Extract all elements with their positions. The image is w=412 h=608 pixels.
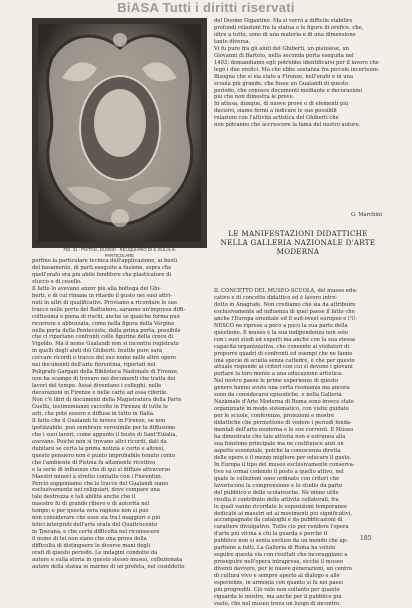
text-line: avevano. Poiché non si trovano altri ricordi, dati da — [32, 438, 167, 445]
text-line: maestro fu di grande rilievo e di autorità nel — [32, 501, 150, 508]
text-line: vasto, che nel museo trova un luogo di incontro. — [214, 600, 341, 607]
text-line: favoriscono la comprensione e lo studio da parte — [214, 482, 343, 489]
text-line: Giovanni di Bartolo, nella seconda porta eseguita nel — [214, 52, 354, 59]
text-line: esclusivamente nei reliquiari, dove compare una — [32, 487, 160, 494]
text-line: quale le collezioni sono ordinate con criteri che — [214, 475, 340, 482]
text-line: proseguire nell'opera intrapresa, sicché il museo — [214, 559, 343, 566]
text-line: proporre quadri di confronti ed esempi che ne fanno — [214, 350, 353, 357]
text-line: in Toscana, e che certe difficoltà nel riconoscere — [32, 529, 160, 536]
text-line: tempo; e per questa vera ragione non si può — [32, 508, 149, 515]
text-line: questo pensiero non è punto improbabile tenuto conto — [32, 452, 176, 459]
text-line: e la serie di influenze che di qui si diffuse attraverso — [32, 466, 171, 473]
author-signature: G. Marchini — [350, 212, 382, 218]
text-line: orafi di questo periodo. Le indagini condotte da — [32, 550, 158, 557]
text-line: autore della statua in marmo di un profeta, nel cosiddetto — [32, 563, 185, 570]
text-line: Vi fu pure fra gli aiuti del Ghiberti, un pistoiese, un — [214, 45, 350, 52]
text-line: ricorrere e abbozzata, come nella figura della Vergine — [32, 320, 175, 327]
text-line: di cultura vivo e sempre aperto al dialogo e alle — [214, 573, 340, 580]
reliquary-photo — [32, 18, 207, 248]
text-line: per le scuole, conferenze, proiezioni e mostre — [214, 413, 335, 420]
text-line: del Duomo Gigantino. Ma si verrà a difficile stabilire — [214, 18, 353, 24]
text-line: In Europa il tipo del museo esclusivamente conserva- — [214, 461, 355, 468]
text-line: che i suoi lavori, come appunto il busto di Sant'Eulalia, — [32, 431, 178, 438]
text-line: portare la loro mente a una educazione artistica. — [214, 371, 343, 378]
text-line: anche l'Europa orientale ed il sud-ovest europeo e l'U- — [214, 315, 358, 322]
text-line: Maestri minori a stretto contatto con i Fiorentini. — [32, 473, 163, 480]
text-line: coltissima e piena di rischi, anche se qualche forma può — [32, 313, 180, 320]
text-line: del basamento, di parti eseguite a fusione, sopra che — [32, 264, 172, 271]
text-line: esperienze, in armonia con quanto si fa nei paesi — [214, 580, 343, 587]
text-line: esclusivamente ad influenza di quel paese il fatto che — [214, 308, 355, 315]
text-line: dotto in Anagrafe. Non crediamo che sia da attribuire — [214, 301, 356, 308]
text-line: Poligrafo Gargani della Biblioteca Nazionale di Firenze, — [32, 369, 179, 376]
watermark: BiASA Tutti i diritti riservati — [117, 0, 295, 15]
text-line: organizzate in modo sistematico, con visite guidate — [214, 406, 350, 413]
text-line: attuale risponde ai criteri con cui si devono i giovani — [214, 364, 353, 371]
text-line: questione. Il museo è la sua indipendenza non solo — [214, 329, 348, 336]
text-line: diventi davvero, per le nuove generazioni, un centro — [214, 566, 352, 573]
text-line: non ha scampo di trovare nei documenti che tratta dei — [32, 376, 176, 383]
text-line: oltre a tutto, sono di una materia e di una dimensione — [214, 31, 356, 38]
text-line: aspetto essenziale, poiché la conoscenza diretta — [214, 447, 341, 454]
text-line: in quelli degli aiuti del Ghiberti. Inutile pure sarà — [32, 348, 162, 355]
text-line: quell'orafo era più abile fonditore che plasticatore di — [32, 271, 172, 278]
text-line: nuti in altri di qualificativi. Proviamo a ricordare le sue — [32, 299, 178, 306]
text-line: Vigoldo. Ma il nome Gualandi non si incontra registrato — [32, 341, 179, 348]
text-line: risulta il contributo delle attività collaterali, fra — [214, 496, 339, 503]
text-line: felici interpreti dell'arte orafa del Quattrocento — [32, 522, 157, 529]
text-line: del pubblico e delle scolaresche. Nè meno utile — [214, 489, 339, 496]
figure-caption — [32, 247, 207, 258]
text-line: 1403; domandiamo egli potrebbe identificarsi per il lavoro che — [214, 59, 379, 66]
text-line: lavori del tempo. Assai diventano i colleghi, nelle — [32, 383, 162, 390]
text-line: una specie di scuola senza cattedre, e che per questo — [214, 357, 355, 364]
right-bottom-column-text — [214, 288, 382, 608]
text-line: più progrediti. Ciò vale non soltanto per quanto — [214, 586, 340, 593]
text-line: capacità organizzativa, che consente ai visitatori di — [214, 343, 350, 350]
figure-caption-line-2: PARTICOLARE — [104, 252, 135, 258]
text-line: IL CONCETTO DEL MUSEO-SCUOLA, del museo edu- — [214, 288, 358, 294]
text-line: difficoltà di distinguere le diverse mani degli — [32, 543, 151, 550]
text-line: periodo, che conosce documenti mediante e decorazioni — [214, 87, 362, 94]
text-line: Il fatto lo avevano anzor più alla bottega del Ghi- — [32, 285, 161, 292]
text-line: autore e sulla storia in questo stesso museo, collezionata — [32, 556, 183, 563]
text-line: Perciò supponiamo che le tracce del Gualandi siano — [32, 480, 169, 487]
left-column-text — [32, 258, 207, 571]
text-line: dedicate ai maestri ed ai movimenti più significativi, — [214, 510, 353, 517]
text-line: tanto diversa. — [214, 38, 251, 45]
text-line: Bisogna che si sia stato a Firenze, nell'orafo e in una — [214, 73, 354, 80]
text-line: Il fatto che il Gualandi fu invece in Firenze, se non — [32, 417, 166, 424]
text-line: berti, e di cui rimane in ritardo il gusto nei suoi attri- — [32, 292, 173, 299]
text-line: profondi relazioni fra la statua e le figure di orefice, che, — [214, 24, 364, 31]
text-line: perfino la particolare tecnica dell'applicazione, ai busti — [32, 258, 178, 264]
text-line: decisivi, siamo fermi a indicare le sue possibili — [214, 108, 337, 115]
text-line: Guelfa, testimonianze raccolte in Firenze di tutte le — [32, 404, 168, 411]
headline-line-1: LE MANIFESTAZIONI DIDATTICHE — [228, 229, 368, 238]
text-line: sono da considerarsi episodiche, e nella Galleria — [214, 392, 342, 399]
text-line: sua funzione principale ma ne costituisce anzi un — [214, 440, 344, 447]
text-line: Nel nostro paese le prime esperienze di questo — [214, 378, 339, 385]
page-number: 185 — [360, 535, 372, 542]
text-line: che l'ambiente di Pistoia fu altamente ricettivo — [32, 459, 156, 466]
text-line: tracce nelle porte del Battistero, saranno un'impresa diffi- — [32, 306, 186, 313]
text-line: partiene a tutti. La Galleria di Roma ha voluto — [214, 545, 336, 552]
text-line: mentali dell'arte moderna e le sue correnti. Il Museo — [214, 427, 354, 434]
text-line: decorazioni in Firenze e nelle carte ad essa riferite. — [32, 390, 169, 397]
text-line: dubitare se certa la prima notizia e certo è altresì, — [32, 445, 165, 452]
text-line: seguire questa via con risultati che incoraggiano a — [214, 552, 348, 559]
headline-line-2: NELLA GALLERIA NAZIONALE D'ARTE — [220, 238, 376, 247]
figure-caption-line-1: FIG. 31 - PISTOIA, DUOMO - RELIQUIARIO DI S. EULALIA — [63, 247, 176, 252]
text-line: accompagnate da cataloghi e da pubblicazioni di — [214, 517, 343, 524]
right-top-column-text — [214, 18, 382, 129]
text-line: carattere divulgativo. Tutto ciò per rendere l'opera — [214, 524, 349, 531]
text-line: arti, che poté essere e diffusa in tutto in Italia. — [32, 410, 155, 417]
text-line: cercare ricordi o tracce del suo nome nelle altre opere — [32, 355, 177, 362]
text-line: cativo e di concetto didattico ed è lavoro intro- — [214, 294, 338, 301]
text-line: ipotizzabile, può sembrare verosimile per la diffusione — [32, 424, 176, 431]
article-headline — [214, 229, 382, 256]
text-line: pubblico non si senta escluso da un mondo che ap- — [214, 538, 348, 545]
text-line: nei documenti dell'arte fiorentina, riportati nel — [32, 362, 156, 369]
text-line: relazioni con l'attività artistica del Ghiberti che — [214, 115, 339, 122]
text-line: che ci riportano confronti colle figurine della croce di — [32, 334, 174, 341]
text-line: Nazionale d'Arte Moderna di Roma sono invece state — [214, 399, 354, 406]
text-line: tivo va ormai cedendo il posto a quello attivo, nel — [214, 468, 344, 475]
text-line: NESCO ne riprese a poco a poco la sua parte della — [214, 322, 348, 329]
reliquary-illustration — [32, 18, 207, 248]
text-line: genere hanno avuto una certa risonanza ma ancora — [214, 385, 350, 392]
text-line: stucco e di cesello. — [32, 278, 82, 285]
text-line: tale destrezza e tali abilità anche che il — [32, 494, 136, 501]
text-line: delle opere è il mezzo migliore per educare il gusto. — [214, 454, 352, 461]
text-line: con i suoi studi ed esperti ma anche con la sua stessa — [214, 336, 355, 343]
text-line: il nome di lui non siano che una prova della — [32, 536, 147, 543]
text-line: legò i due orefici. Ma che ebbe sostanza fra piccole incertezze. — [214, 66, 380, 73]
text-line: ha dimostrato che tale attività non è estranea alla — [214, 434, 346, 441]
text-line: didattiche che permettono di vedere i periodi fonda- — [214, 420, 352, 427]
text-line: Non c'è libri di documenti della Magistratura della Parte — [32, 397, 182, 404]
text-line: più che non dimostra le prove. — [214, 94, 295, 101]
headline-line-3: MODERNA — [276, 247, 320, 256]
text-line: riguarda le mostre, ma anche per il pubblico più — [214, 593, 342, 600]
text-line: scuola più grande, che fosse un Gualandi di questo — [214, 80, 349, 87]
text-line: non potranno che accrescere la fama del nostro autore. — [214, 122, 361, 129]
text-line: In attesa, dunque, di nuove prove e di elementi più — [214, 101, 349, 108]
text-line: nella porta della Pentecoste, della prima porta, possibile — [32, 327, 181, 334]
text-line: non considerare che esso sia tra i maggiori e più — [32, 515, 161, 522]
text-line: le quali vanno ricordate le esposizioni temporanee — [214, 503, 348, 510]
text-line: d'arte più vicina a chi la guarda e perché il — [214, 531, 328, 538]
